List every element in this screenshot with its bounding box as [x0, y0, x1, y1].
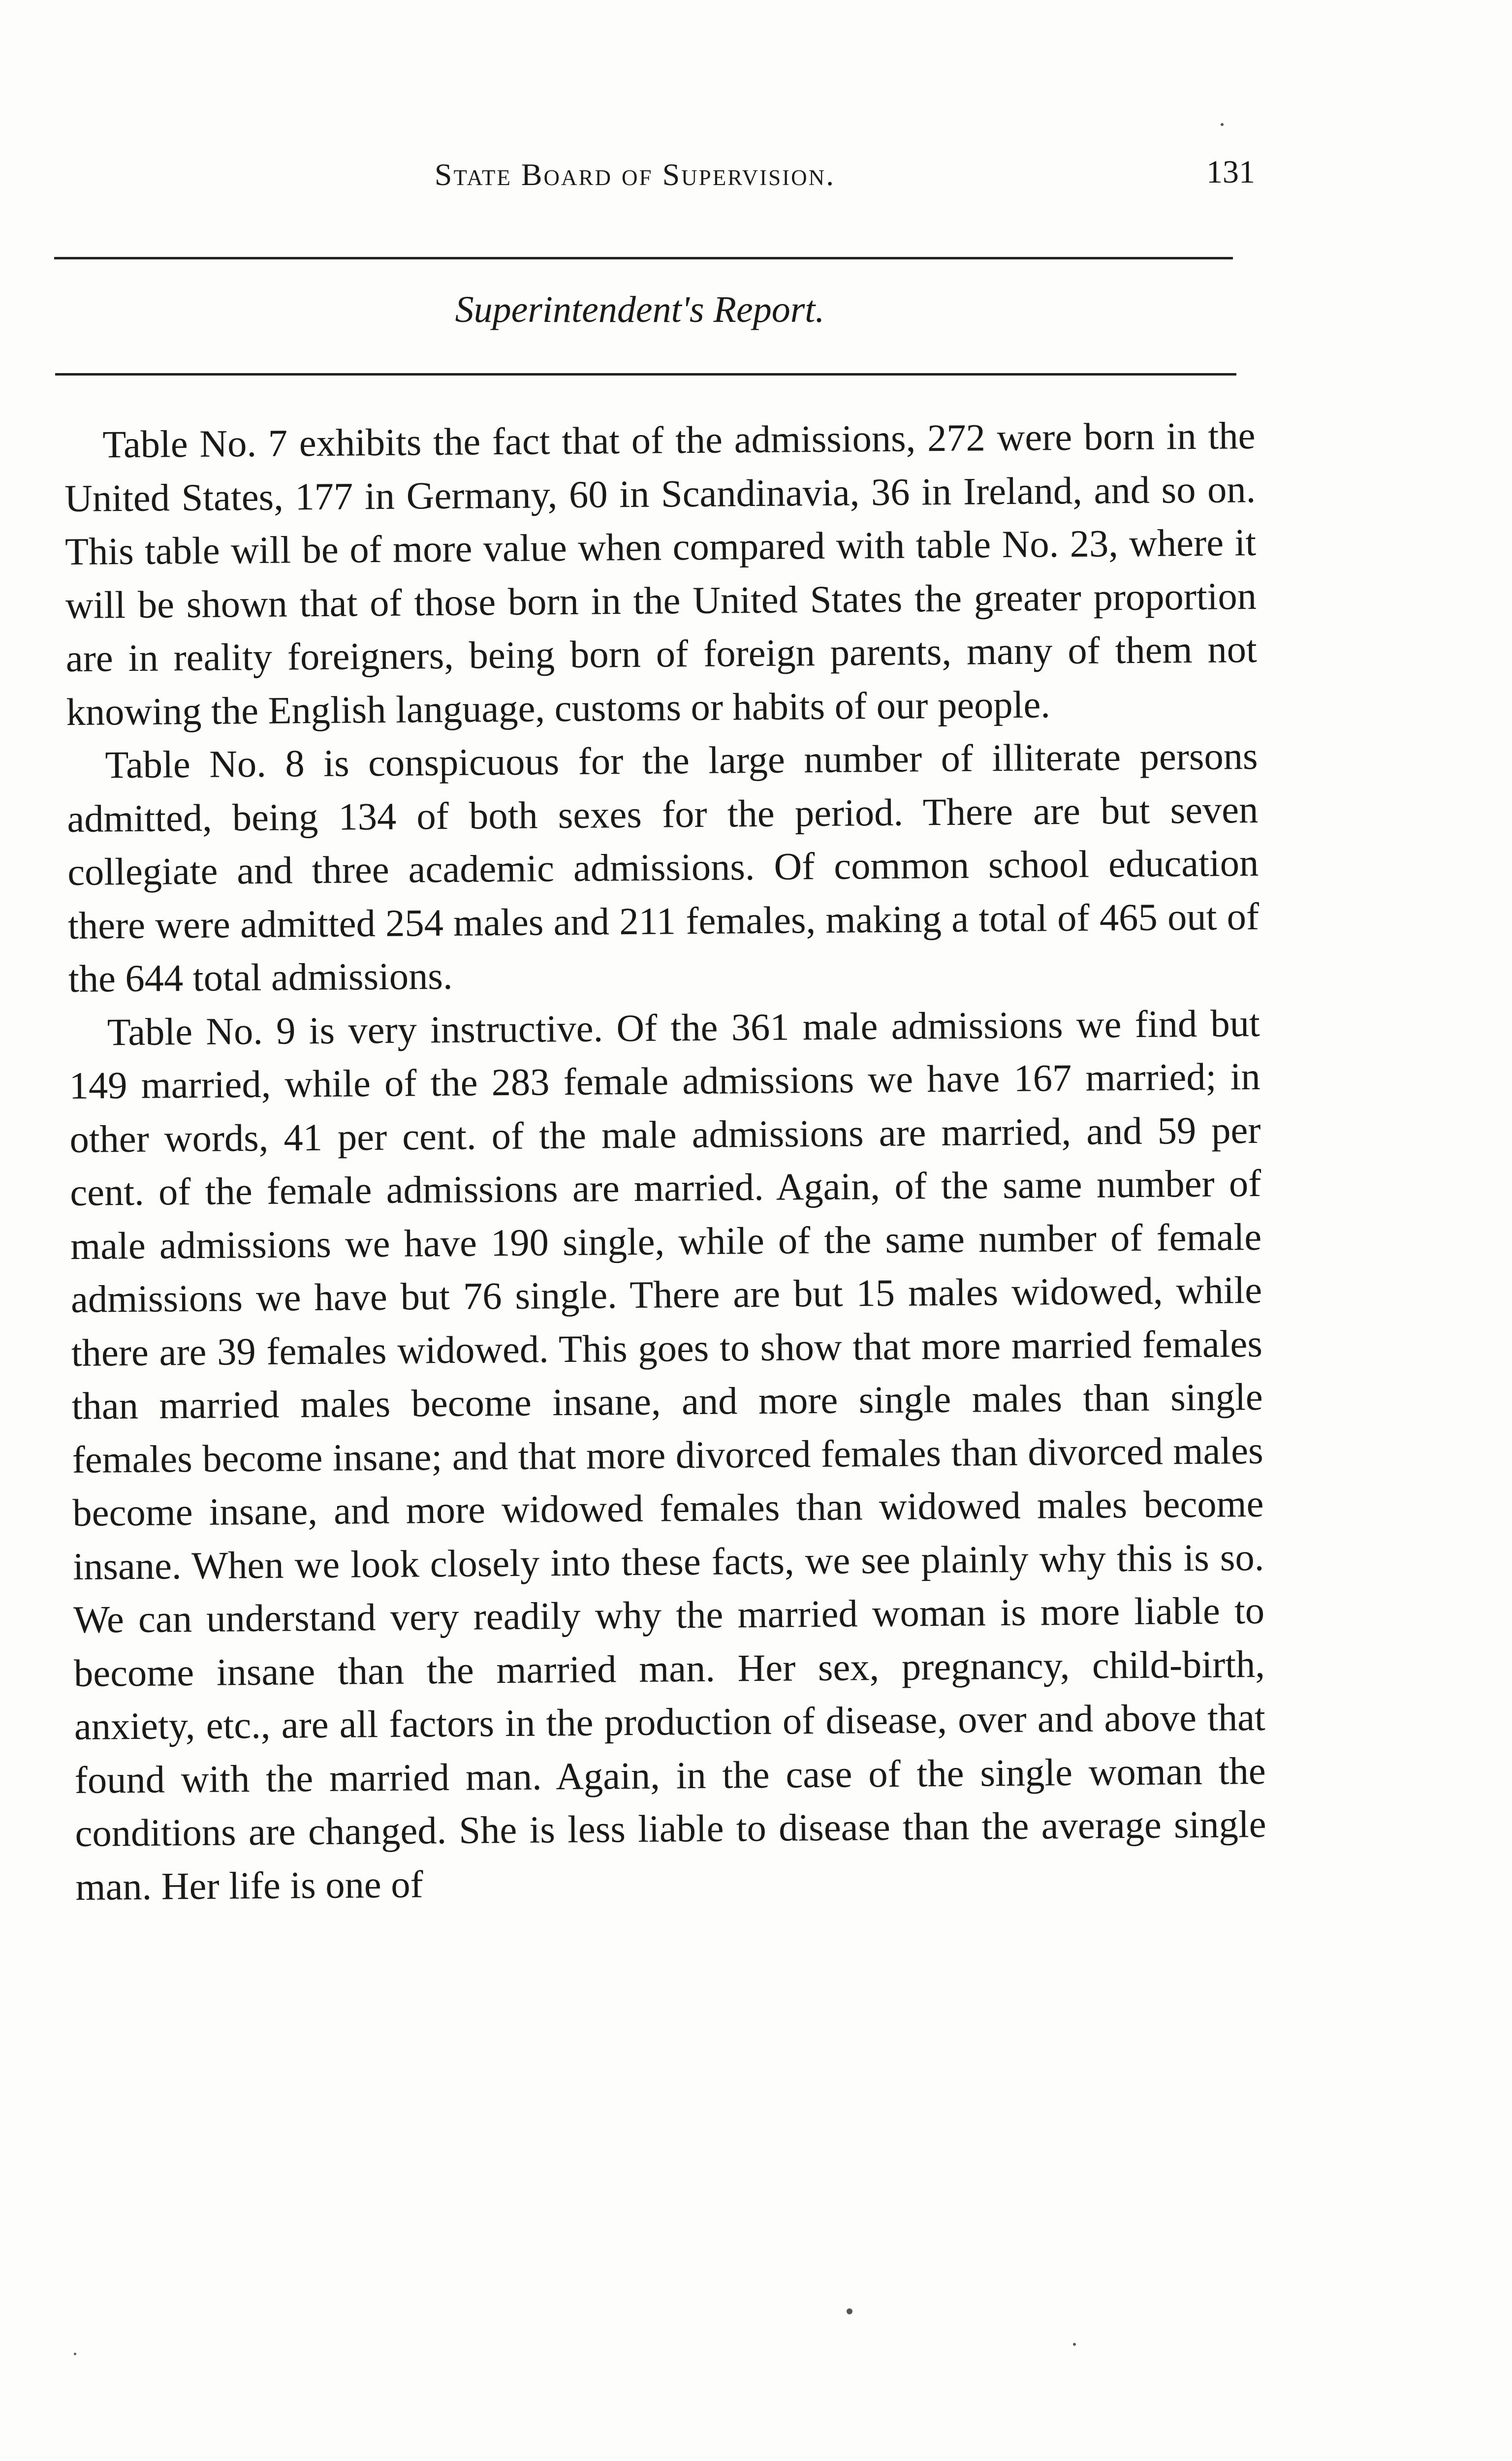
ink-speck	[74, 2353, 76, 2355]
paragraph-table-7: Table No. 7 exhibits the fact that of the admissions, 272 were born in the United States, 177 in Germany, 60 in Scandinavia, 36 in Ireland, and so on. This table will be of more value when compared with table No. 23, where it will be shown that of those born in the United States the greater proportion are in reality foreigners, being born of foreign parents, many of them not knowing the English language, customs or habits of our people.	[64, 413, 1258, 733]
paragraph-table-9: Table No. 9 is very instructive. Of the 361 male admissions we find but 149 married, while of the 283 female admissions we have 167 married; in other words, 41 per cent. of the male admissions are married, and 59 per cent. of the female admissions are married. Again, of the same number of male admissions we have 190 single, while of the same number of female admissions we have but 76 single. There are but 15 males widowed, while there are 39 females widowed. This goes to show that more married females than married males become insane, and more single males than single females become insane; and that more divorced females than divorced males become insane, and more widowed females than widowed males become insane. When we look closely into these facts, we see plainly why this is so. We can understand very readily why the married woman is more liable to become insane than the married man. Her sex, pregnancy, child-birth, anxiety, etc., are all factors in the production of disease, over and above that found with the married man. Again, in the case of the single woman the conditions are changed. She is less liable to disease than the average single man. Her life is one of	[69, 1001, 1266, 1908]
paragraph-table-8: Table No. 8 is conspicuous for the large number of illiterate persons admitted, being 134 of both sexes for the period. There are but seven collegiate and three academic admissions. Of common school education there were admitted 254 males and 211 females, making a total of 465 out of the 644 total admissions.	[67, 734, 1260, 1000]
page-number: 131	[1206, 154, 1255, 190]
ink-speck	[1221, 123, 1224, 126]
header-rule-bottom	[55, 373, 1236, 376]
body-text	[64, 409, 1267, 1914]
ink-speck	[1073, 2343, 1076, 2346]
section-title: Superintendent's Report.	[455, 289, 825, 330]
running-title: State Board of Supervision.	[434, 157, 836, 192]
ink-speck	[847, 2308, 852, 2314]
header-rule-top	[54, 257, 1233, 259]
